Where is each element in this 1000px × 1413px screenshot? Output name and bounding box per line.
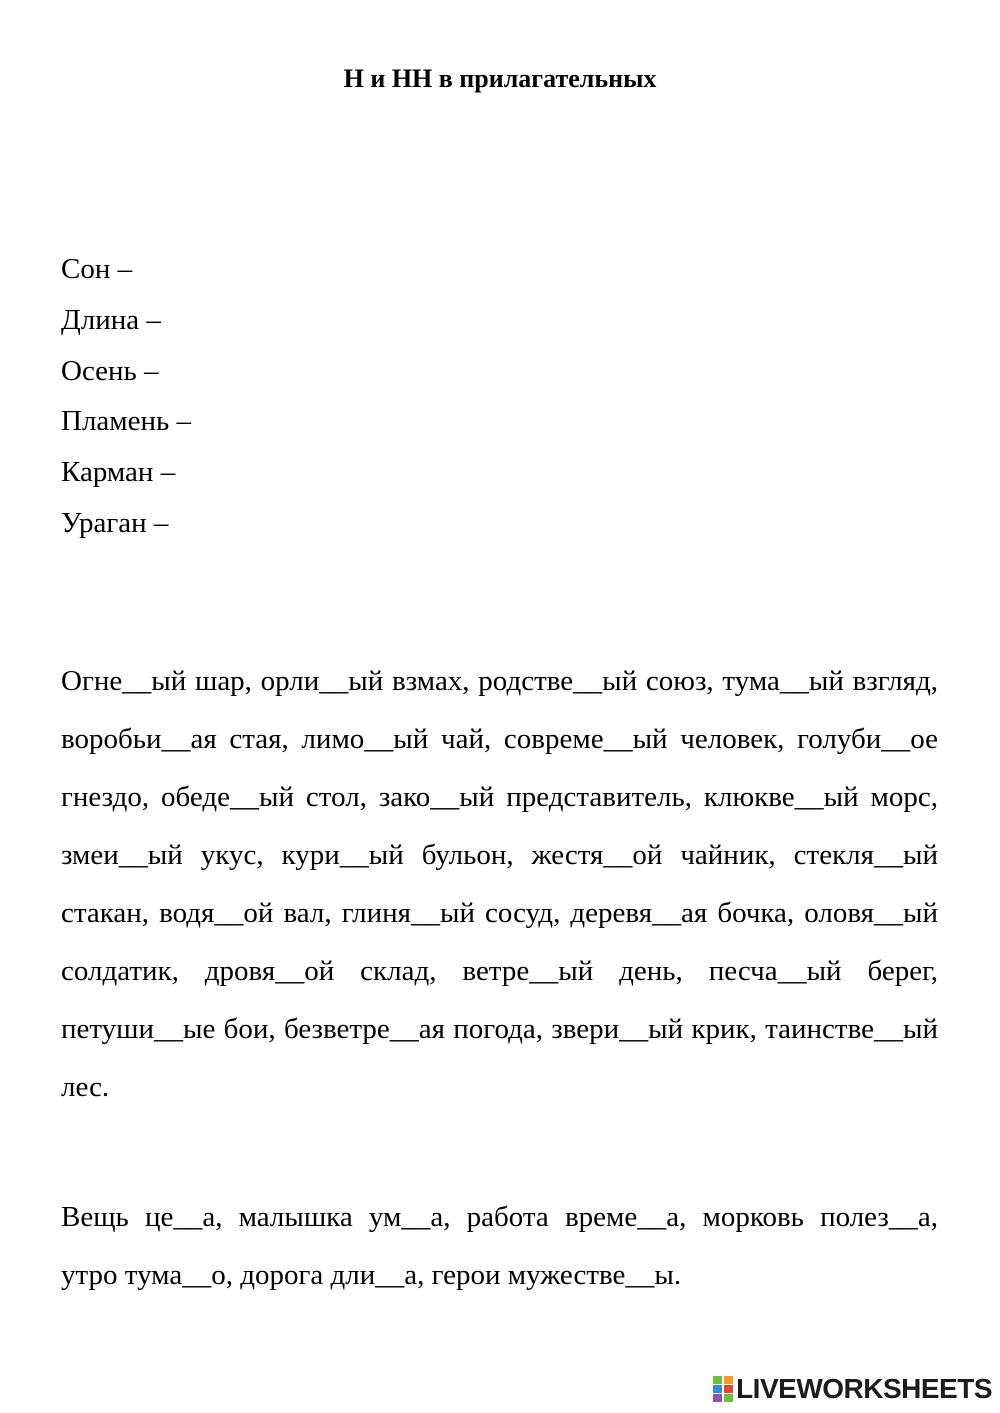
liveworksheets-branding <box>713 1371 992 1407</box>
word-item-plamen: Пламень – <box>61 405 192 438</box>
word-item-dlina: Длина – <box>61 303 161 336</box>
word-item-uragan: Ураган – <box>61 506 169 539</box>
page-title: Н и НН в прилагательных <box>343 64 657 93</box>
word-item-son: Сон – <box>61 253 133 285</box>
liveworksheets-wordmark: LIVEWORKSHEETS <box>736 1373 992 1404</box>
exercise-paragraph-1: Огне__ый шар, орли__ый взмах, родстве__ый союз, тума__ый взгляд, воробьи__ая стая, лимо__ый чай, совреме__ый человек, голуби__ое гнездо, обеде__ый стол, зако__ый представитель, клюкве__ый морс, змеи__ый укус, кури__ый бульон, жестя__ой чайник, стекля__ый стакан, водя__ой вал, глиня__ый сосуд, деревя__ая бочка, оловя__ый солдатик, дровя__ой склад, ветре__ый день, песча__ый берег, петуши__ые бои, безветре__ая погода, звери__ый крик, таинстве__ый лес. <box>61 665 938 1103</box>
word-item-karman: Карман – <box>61 456 176 489</box>
exercise-paragraph-2: Вещь це__а, малышка ум__а, работа време__а, морковь полез__а, утро тума__о, дорога дли__а, герои мужестве__ы. <box>61 1201 938 1291</box>
word-list <box>61 252 191 557</box>
word-item-osen: Осень – <box>61 354 159 387</box>
liveworksheets-logo-icon <box>713 1376 733 1402</box>
